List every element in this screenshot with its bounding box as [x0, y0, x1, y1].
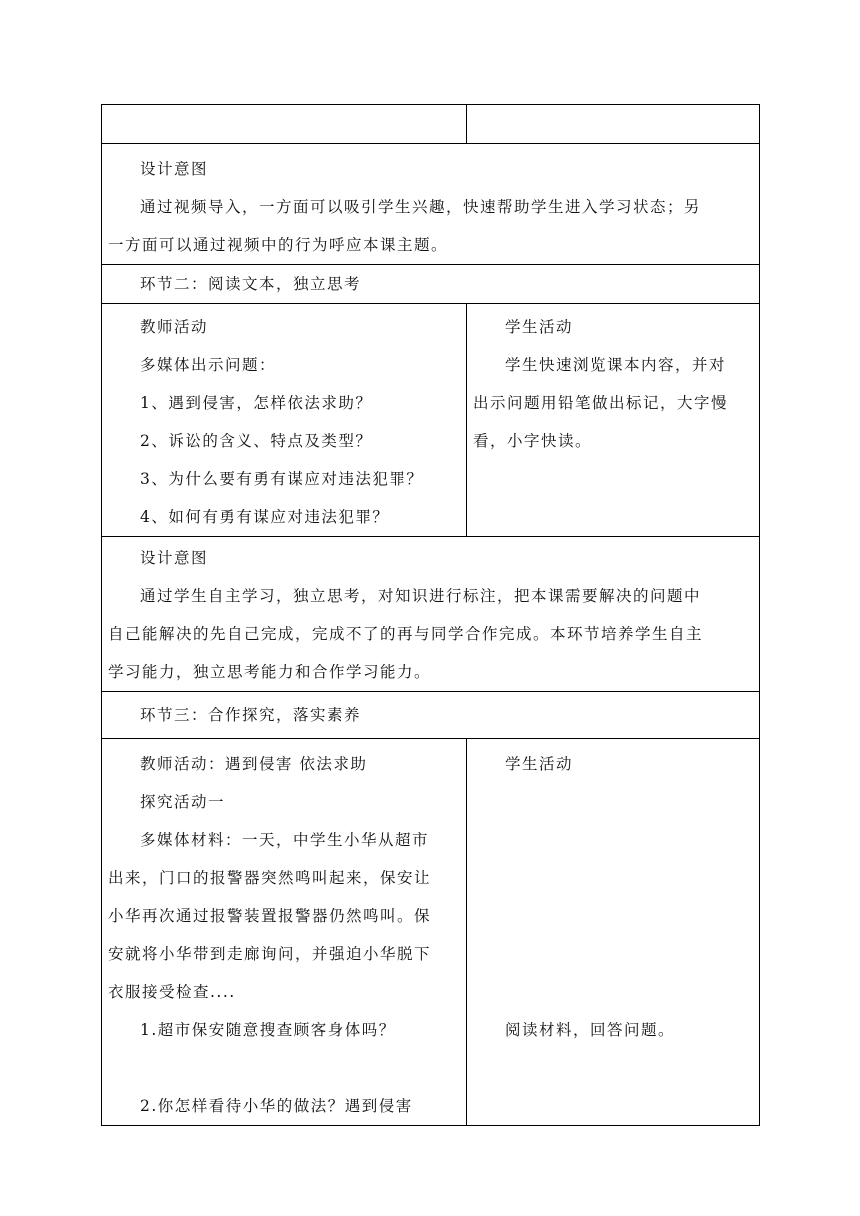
question-1: 1.超市保安随意搜查顾客身体吗？: [140, 1021, 396, 1039]
teacher-question: 1、遇到侵害，怎样依法求助？: [140, 394, 373, 412]
teacher-question: 多媒体出示问题：: [140, 356, 277, 374]
design-intent-heading: 设计意图: [140, 549, 209, 567]
student-activity-line: 学生快速浏览课本内容，并对: [505, 356, 727, 374]
activity-row-3: [102, 739, 760, 1126]
student-activity-heading: 学生活动: [505, 318, 574, 336]
spacer: [473, 783, 753, 1011]
teacher-activity-heading: 教师活动：遇到侵害 依法求助: [140, 755, 368, 773]
material-line: 小华再次通过报警装置报警器仍然鸣叫。保: [108, 907, 432, 925]
teacher-question: 4、如何有勇有谋应对违法犯罪？: [140, 508, 390, 526]
activity-row-2: [102, 304, 760, 537]
question-2: 2.你怎样看待小华的做法？遇到侵害: [140, 1097, 413, 1115]
design-intent-line: 通过视频导入，一方面可以吸引学生兴趣，快速帮助学生进入学习状态；另: [140, 198, 702, 216]
blank-cell-right: [467, 105, 760, 144]
answer-gap: [108, 1049, 460, 1087]
design-intent-row-1: [102, 144, 760, 265]
student-activity-line: 出示问题用铅笔做出标记，大字慢: [473, 394, 729, 412]
section-title-cell-3: [102, 692, 760, 739]
design-intent-line: 一方面可以通过视频中的行为呼应本课主题。: [108, 236, 449, 254]
lesson-plan-table: [101, 104, 760, 1126]
teacher-question: 2、诉讼的含义、特点及类型？: [140, 432, 373, 450]
student-activity-cell: [467, 304, 760, 537]
design-intent-line: 自己能解决的先自己完成，完成不了的再与同学合作完成。本环节培养学生自主: [108, 625, 704, 643]
design-intent-cell-1: [102, 144, 760, 265]
student-activity-text: 阅读材料，回答问题。: [505, 1021, 676, 1039]
student-activity-heading: 学生活动: [505, 755, 574, 773]
design-intent-line: 通过学生自主学习，独立思考，对知识进行标注，把本课需要解决的问题中: [140, 587, 702, 605]
material-line: 多媒体材料：一天，中学生小华从超市: [140, 831, 430, 849]
design-intent-cell-2: [102, 537, 760, 692]
student-activity-line: 看，小字快读。: [473, 432, 593, 450]
material-line: 安就将小华带到走廊询问，并强迫小华脱下: [108, 945, 432, 963]
blank-cell-left: [102, 105, 467, 144]
section-title-row-3: [102, 692, 760, 739]
material-line: 出来，门口的报警器突然鸣叫起来，保安让: [108, 869, 432, 887]
teacher-activity-cell: [102, 739, 467, 1126]
design-intent-heading: 设计意图: [140, 160, 209, 178]
blank-row: [102, 105, 760, 144]
design-intent-line: 学习能力，独立思考能力和合作学习能力。: [108, 663, 432, 681]
section-title: 环节二：阅读文本，独立思考: [140, 275, 362, 293]
teacher-question: 3、为什么要有勇有谋应对违法犯罪？: [140, 470, 424, 488]
section-title: 环节三：合作探究，落实素养: [140, 706, 362, 724]
section-title-row-2: [102, 265, 760, 304]
design-intent-row-2: [102, 537, 760, 692]
teacher-activity-heading: 教师活动: [140, 318, 209, 336]
teacher-activity-cell: [102, 304, 467, 537]
activity-title: 探究活动一: [140, 793, 226, 811]
student-activity-cell: [467, 739, 760, 1126]
section-title-cell-2: [102, 265, 760, 304]
material-line: 衣服接受检查....: [108, 983, 236, 1001]
